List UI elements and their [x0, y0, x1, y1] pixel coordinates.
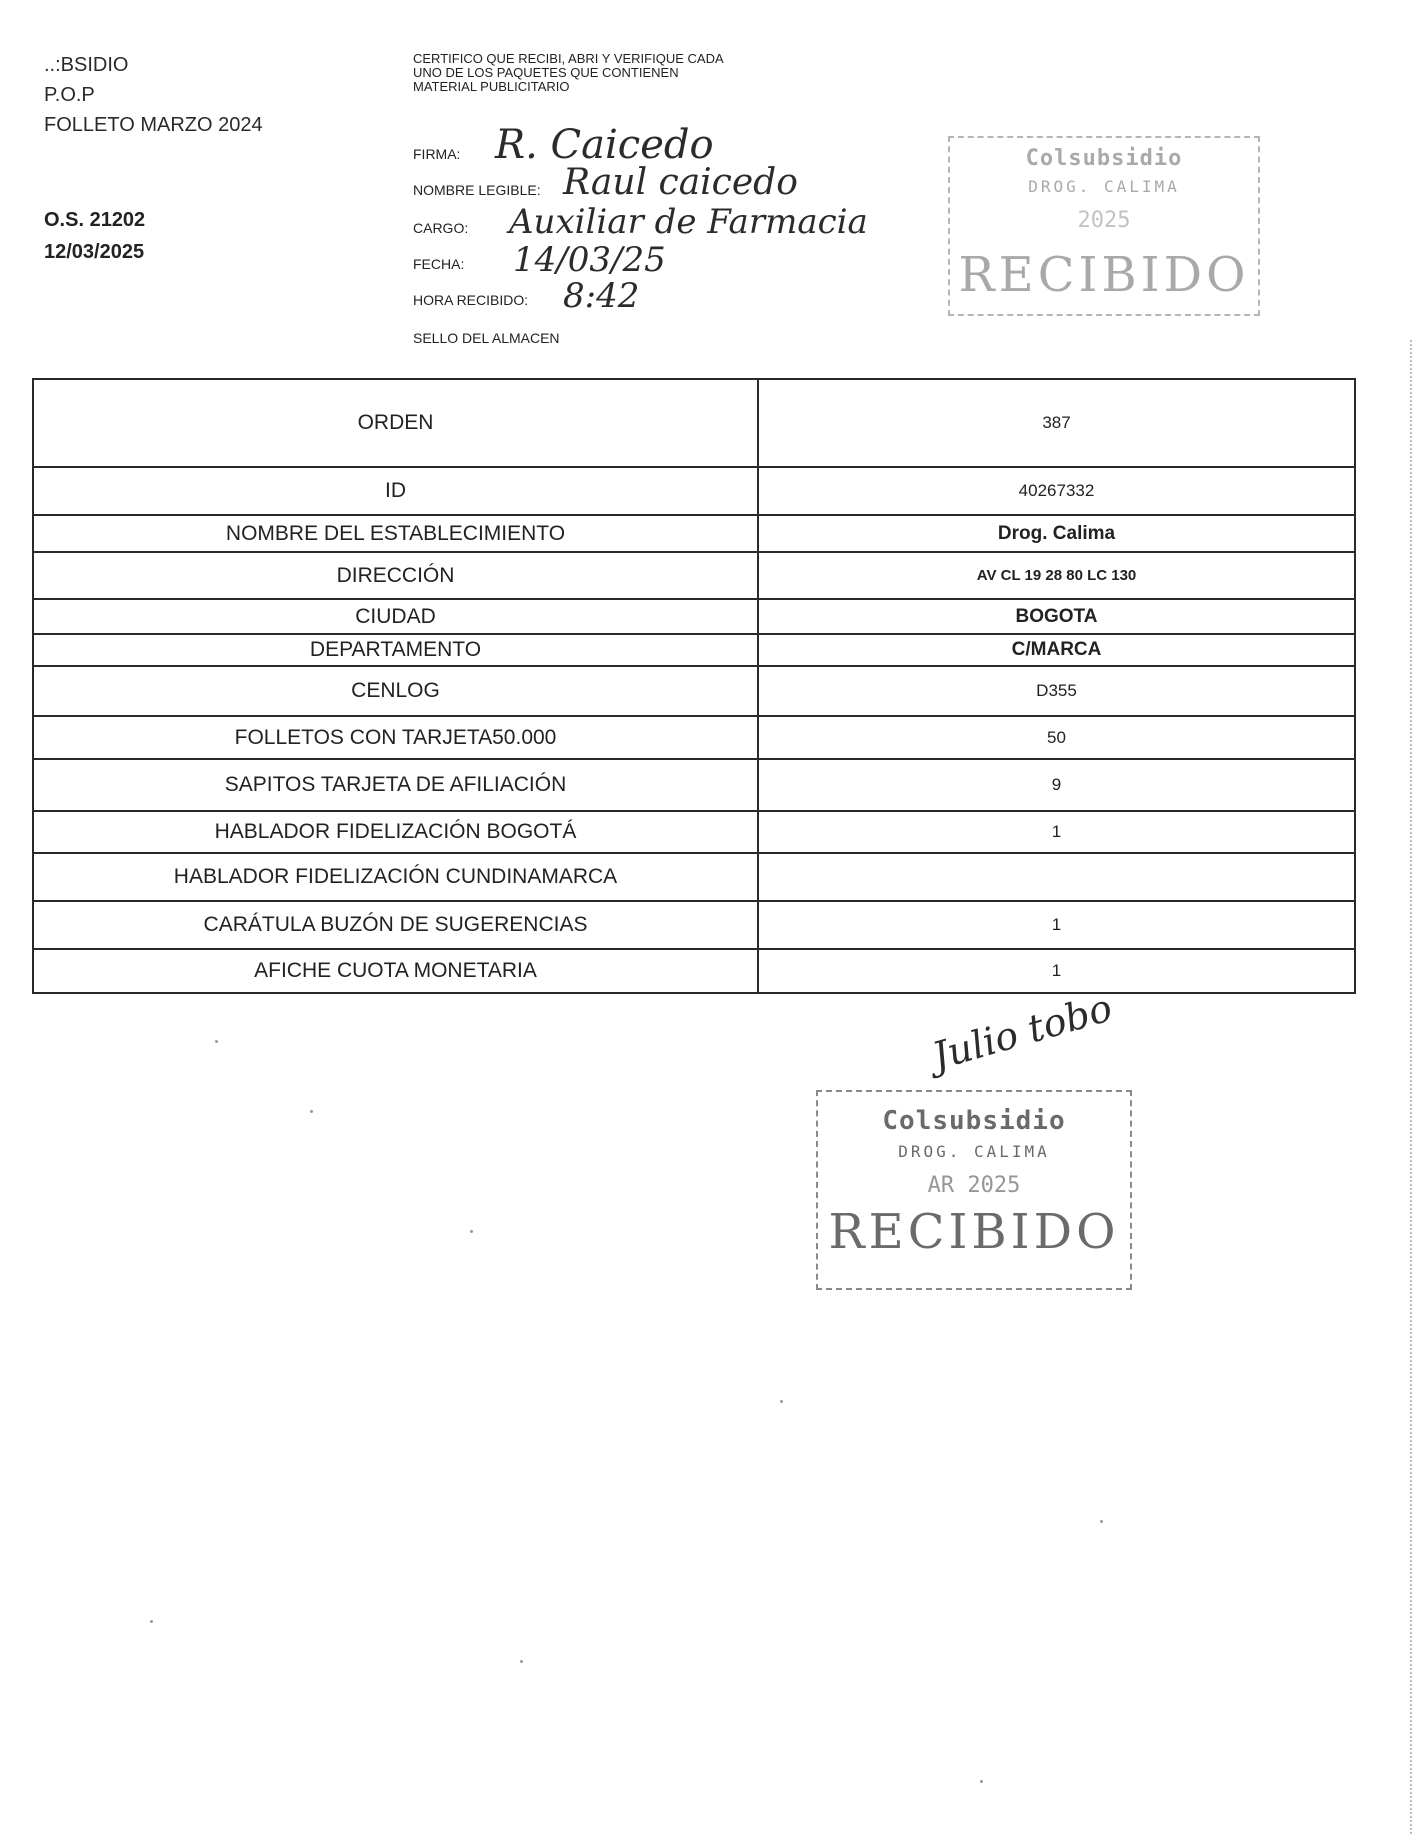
- company-name: ..:BSIDIO: [44, 54, 129, 76]
- table-row: [33, 853, 1355, 901]
- stamp-brand: Colsubsidio: [882, 1106, 1066, 1136]
- table-row: [33, 515, 1355, 552]
- row-value: 387: [758, 379, 1355, 467]
- firma-signature: R. Caicedo: [495, 122, 714, 168]
- scan-edge: [1410, 340, 1414, 1834]
- sello-label: SELLO DEL ALMACEN: [413, 330, 560, 346]
- table-row: [33, 949, 1355, 993]
- row-value: [758, 853, 1355, 901]
- row-value: C/MARCA: [758, 634, 1355, 666]
- row-label: DIRECCIÓN: [33, 552, 758, 599]
- scan-speck: [780, 1400, 783, 1403]
- table-row: [33, 716, 1355, 759]
- service-order-number: O.S. 21202: [44, 209, 146, 231]
- received-stamp-top: [948, 136, 1260, 316]
- stamp-recibido: RECIBIDO: [958, 247, 1250, 303]
- certification-text: CERTIFICO QUE RECIBI, ABRI Y VERIFIQUE CADA UNO DE LOS PAQUETES QUE CONTIENEN MATERIAL PUBLICITARIO: [413, 51, 723, 94]
- row-value: 1: [758, 901, 1355, 949]
- bottom-signature: Julio tobo: [927, 985, 1117, 1079]
- doc-type: P.O.P: [44, 84, 95, 106]
- scan-speck: [215, 1040, 218, 1043]
- scan-speck: [150, 1620, 153, 1623]
- campaign-title: FOLLETO MARZO 2024: [44, 114, 263, 136]
- stamp-date: 2025: [1077, 208, 1131, 233]
- table-row: [33, 467, 1355, 515]
- row-label: FOLLETOS CON TARJETA50.000: [33, 716, 758, 759]
- hora-value: 8:42: [563, 276, 640, 316]
- row-label: CARÁTULA BUZÓN DE SUGERENCIAS: [33, 901, 758, 949]
- row-label: DEPARTAMENTO: [33, 634, 758, 666]
- row-value: BOGOTA: [758, 599, 1355, 634]
- order-info: [44, 204, 145, 268]
- order-date: 12/03/2025: [44, 241, 145, 263]
- stamp-recibido: RECIBIDO: [828, 1204, 1120, 1260]
- scan-speck: [310, 1110, 313, 1113]
- row-label: CIUDAD: [33, 599, 758, 634]
- row-value: 50: [758, 716, 1355, 759]
- fecha-label: FECHA:: [413, 256, 465, 272]
- row-value: D355: [758, 666, 1355, 716]
- row-label: AFICHE CUOTA MONETARIA: [33, 949, 758, 993]
- row-value: 9: [758, 759, 1355, 811]
- row-label: SAPITOS TARJETA DE AFILIACIÓN: [33, 759, 758, 811]
- table-row: [33, 811, 1355, 853]
- nombre-value: Raul caicedo: [563, 162, 798, 203]
- row-value: 1: [758, 811, 1355, 853]
- row-label: CENLOG: [33, 666, 758, 716]
- row-label: HABLADOR FIDELIZACIÓN BOGOTÁ: [33, 811, 758, 853]
- scan-speck: [980, 1780, 983, 1783]
- table-row: [33, 901, 1355, 949]
- table-row: [33, 379, 1355, 467]
- table-row: [33, 666, 1355, 716]
- table-row: [33, 599, 1355, 634]
- scan-speck: [520, 1660, 523, 1663]
- row-value: 1: [758, 949, 1355, 993]
- scan-speck: [470, 1230, 473, 1233]
- row-value: AV CL 19 28 80 LC 130: [758, 552, 1355, 599]
- stamp-store: DROG. CALIMA: [898, 1142, 1050, 1161]
- table-row: [33, 759, 1355, 811]
- scan-speck: [1100, 1520, 1103, 1523]
- cargo-value: Auxiliar de Farmacia: [509, 202, 868, 242]
- firma-label: FIRMA:: [413, 146, 461, 162]
- row-label: NOMBRE DEL ESTABLECIMIENTO: [33, 515, 758, 552]
- header-left: [44, 50, 263, 140]
- row-value: 40267332: [758, 467, 1355, 515]
- nombre-label: NOMBRE LEGIBLE:: [413, 182, 541, 198]
- received-stamp-bottom: [816, 1090, 1132, 1290]
- row-label: ID: [33, 467, 758, 515]
- row-label: HABLADOR FIDELIZACIÓN CUNDINAMARCA: [33, 853, 758, 901]
- hora-label: HORA RECIBIDO:: [413, 292, 529, 308]
- stamp-date: AR 2025: [927, 1173, 1021, 1198]
- order-table: [32, 378, 1356, 994]
- cargo-label: CARGO:: [413, 220, 469, 236]
- stamp-brand: Colsubsidio: [1025, 146, 1183, 171]
- row-value: Drog. Calima: [758, 515, 1355, 552]
- stamp-store: DROG. CALIMA: [1028, 177, 1180, 196]
- table-row: [33, 634, 1355, 666]
- table-row: [33, 552, 1355, 599]
- row-label: ORDEN: [33, 379, 758, 467]
- fecha-value: 14/03/25: [513, 240, 666, 280]
